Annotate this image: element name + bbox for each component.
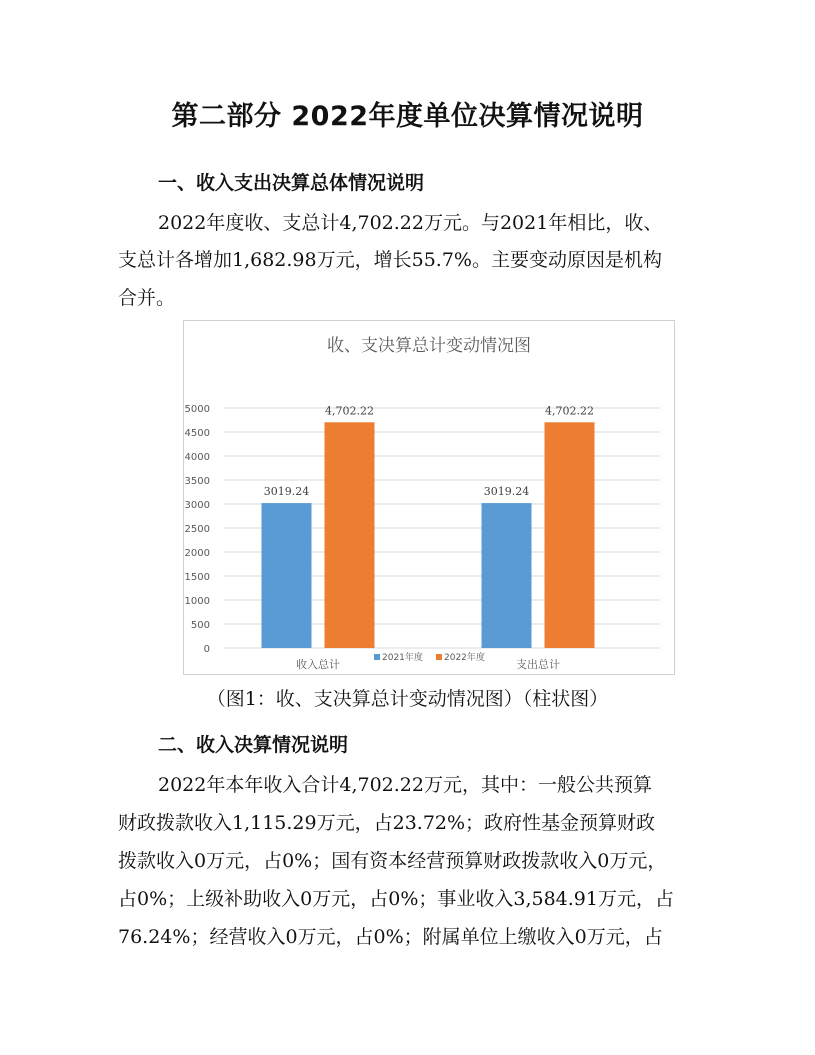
y-tick-label: 2000 [184,548,210,559]
y-tick-label: 4000 [184,452,210,463]
y-tick-label: 2500 [184,524,210,535]
paragraph-line: 2022年本年收入合计4,702.22万元，其中：一般公共预算 [158,774,652,796]
paragraph-line: 拨款收入0万元，占0%；国有资本经营预算财政拨款收入0万元， [118,850,667,872]
y-tick-label: 3500 [184,476,210,487]
y-tick-label: 3000 [184,500,210,511]
paragraph-line: 2022年度收、支总计4,702.22万元。与2021年相比，收、 [158,212,663,234]
bar-2022 [325,422,375,648]
legend-swatch [374,654,380,660]
y-tick-label: 5000 [184,404,210,415]
legend-label: 2021年度 [382,653,423,663]
y-tick-label: 0 [203,644,210,655]
bar-2022 [545,422,595,648]
chart-canvas [184,321,674,674]
section-heading-1: 一、收入支出决算总体情况说明 [158,172,425,194]
legend-swatch [436,654,442,660]
section-heading-2: 二、收入决算情况说明 [158,734,349,756]
y-tick-label: 4500 [184,428,210,439]
paragraph-line: 占0%；上级补助收入0万元，占0%；事业收入3,584.91万元，占 [118,888,674,910]
bar-2021 [262,503,312,648]
paragraph-line: 支总计各增加1,682.98万元，增长55.7%。主要变动原因是机构 [118,249,662,271]
x-category-label: 收入总计 [296,658,340,671]
chart-title: 收、支决算总计变动情况图 [327,336,531,356]
data-label: 3019.24 [263,485,310,499]
data-label: 3019.24 [483,485,530,499]
page-title: 第二部分 2022年度单位决算情况说明 [171,101,644,132]
paragraph-line: 76.24%；经营收入0万元，占0%；附属单位上缴收入0万元，占 [118,926,663,948]
y-tick-label: 1500 [184,572,210,583]
paragraph-line: 合并。 [118,287,176,309]
bar-chart [183,320,675,675]
data-label: 4,702.22 [325,404,374,418]
y-tick-label: 1000 [184,596,210,607]
bar-2021 [482,503,532,648]
legend-label: 2022年度 [444,653,485,663]
y-tick-label: 500 [190,620,210,631]
x-category-label: 支出总计 [516,658,560,671]
data-label: 4,702.22 [545,404,594,418]
paragraph-line: 财政拨款收入1,115.29万元，占23.72%；政府性基金预算财政 [118,812,656,834]
figure-caption: （图1：收、支决算总计变动情况图）（柱状图） [206,688,609,710]
